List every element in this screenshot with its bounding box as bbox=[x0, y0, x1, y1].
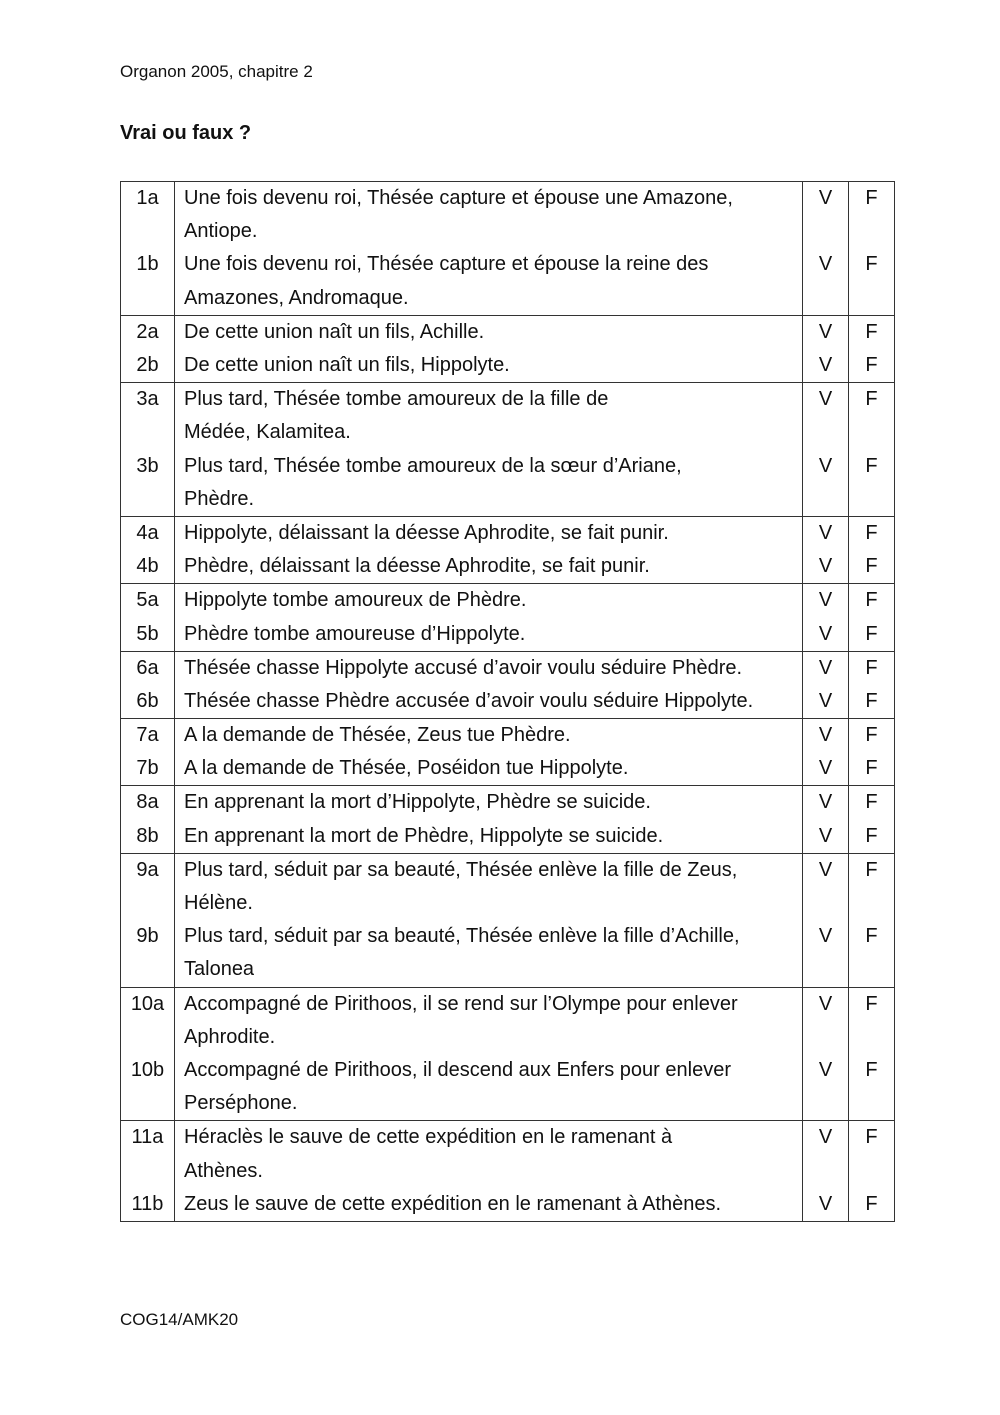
true-option[interactable]: V bbox=[818, 521, 833, 544]
question-number: 6a bbox=[136, 656, 159, 679]
question-number-cell bbox=[121, 584, 175, 651]
question-group-row bbox=[121, 383, 895, 517]
question-group-row bbox=[121, 516, 895, 583]
statement-line: Phèdre. bbox=[184, 487, 255, 510]
statement bbox=[184, 719, 802, 752]
statement bbox=[184, 685, 802, 718]
statement bbox=[184, 1188, 802, 1221]
statement bbox=[184, 383, 802, 449]
page-header: Organon 2005, chapitre 2 bbox=[120, 62, 313, 81]
question-number: 5a bbox=[136, 589, 159, 612]
question-group-row bbox=[121, 651, 895, 718]
true-option[interactable]: V bbox=[818, 353, 833, 376]
false-option[interactable]: F bbox=[865, 253, 878, 276]
true-option[interactable]: V bbox=[818, 656, 833, 679]
question-group-row bbox=[121, 315, 895, 382]
true-option-cell bbox=[803, 584, 849, 651]
question-group-row bbox=[121, 584, 895, 651]
statement bbox=[184, 752, 802, 785]
statement-line: Accompagné de Pirithoos, il descend aux Enfers pour enlever bbox=[184, 1058, 731, 1081]
false-option-cell bbox=[849, 383, 895, 517]
question-group-row bbox=[121, 786, 895, 853]
false-option[interactable]: F bbox=[865, 521, 878, 544]
false-option[interactable]: F bbox=[865, 757, 878, 780]
true-option-cell bbox=[803, 651, 849, 718]
true-option[interactable]: V bbox=[818, 925, 833, 948]
question-number: 10b bbox=[130, 1058, 165, 1081]
statement bbox=[184, 988, 802, 1054]
false-option-cell bbox=[849, 786, 895, 853]
question-number: 8a bbox=[136, 791, 159, 814]
question-number: 11b bbox=[131, 1192, 164, 1215]
statement-line: Thésée chasse Phèdre accusée d’avoir voulu séduire Hippolyte. bbox=[184, 689, 754, 712]
true-option[interactable]: V bbox=[818, 388, 833, 411]
question-group-row bbox=[121, 719, 895, 786]
question-number: 10a bbox=[130, 992, 165, 1015]
false-option[interactable]: F bbox=[865, 187, 878, 209]
true-option[interactable]: V bbox=[818, 589, 833, 612]
true-option-cell bbox=[803, 719, 849, 786]
statement-line: Perséphone. bbox=[184, 1092, 298, 1115]
statement bbox=[184, 786, 802, 819]
statement bbox=[184, 248, 802, 314]
page-title: Vrai ou faux ? bbox=[120, 122, 252, 144]
statement bbox=[184, 584, 802, 617]
true-option-cell bbox=[803, 1121, 849, 1222]
question-number: 11a bbox=[131, 1126, 164, 1149]
true-false-table bbox=[120, 181, 895, 1222]
true-option[interactable]: V bbox=[818, 320, 833, 343]
false-option[interactable]: F bbox=[865, 353, 878, 376]
true-option-cell bbox=[803, 182, 849, 316]
true-option[interactable]: V bbox=[818, 622, 833, 645]
question-number: 1b bbox=[136, 253, 159, 276]
false-option[interactable]: F bbox=[865, 555, 878, 578]
statement-line: Plus tard, séduit par sa beauté, Thésée enlève la fille d’Achille, bbox=[184, 925, 740, 948]
true-option[interactable]: V bbox=[818, 1126, 833, 1149]
statement-line: En apprenant la mort d’Hippolyte, Phèdre se suicide. bbox=[184, 791, 651, 814]
true-option[interactable]: V bbox=[818, 858, 833, 881]
statement-line: Hélène. bbox=[184, 892, 253, 915]
statement bbox=[184, 652, 802, 685]
false-option[interactable]: F bbox=[865, 622, 878, 645]
statement-cell bbox=[175, 584, 803, 651]
statement-line: Une fois devenu roi, Thésée capture et épouse une Amazone, bbox=[184, 187, 733, 209]
question-number-cell bbox=[121, 383, 175, 517]
statement bbox=[184, 1054, 802, 1120]
true-option-cell bbox=[803, 987, 849, 1121]
question-number: 3a bbox=[136, 388, 159, 411]
statement-line: A la demande de Thésée, Poséidon tue Hippolyte. bbox=[184, 757, 629, 780]
true-option-cell bbox=[803, 516, 849, 583]
question-number: 4a bbox=[136, 521, 159, 544]
true-option[interactable]: V bbox=[818, 1192, 833, 1215]
statement bbox=[184, 316, 802, 349]
statement-line: Zeus le sauve de cette expédition en le ramenant à Athènes. bbox=[184, 1192, 722, 1215]
statement-line: Thésée chasse Hippolyte accusé d’avoir voulu séduire Phèdre. bbox=[184, 656, 743, 679]
statement bbox=[184, 450, 802, 516]
false-option[interactable]: F bbox=[865, 925, 878, 948]
statement-line: En apprenant la mort de Phèdre, Hippolyte se suicide. bbox=[184, 824, 664, 847]
question-number-cell bbox=[121, 786, 175, 853]
false-option-cell bbox=[849, 182, 895, 316]
statement-line: Phèdre tombe amoureuse d’Hippolyte. bbox=[184, 622, 526, 645]
question-number-cell bbox=[121, 651, 175, 718]
false-option-cell bbox=[849, 516, 895, 583]
statement-line: Phèdre, délaissant la déesse Aphrodite, se fait punir. bbox=[184, 555, 650, 578]
false-option[interactable]: F bbox=[865, 656, 878, 679]
false-option[interactable]: F bbox=[865, 824, 878, 847]
false-option[interactable]: F bbox=[865, 724, 878, 747]
question-group-row bbox=[121, 182, 895, 316]
false-option[interactable]: F bbox=[865, 320, 878, 343]
false-option-cell bbox=[849, 1121, 895, 1222]
statement-line: Plus tard, Thésée tombe amoureux de la fille de bbox=[184, 388, 609, 411]
false-option[interactable]: F bbox=[865, 1126, 878, 1149]
statement-cell bbox=[175, 516, 803, 583]
false-option[interactable]: F bbox=[865, 992, 878, 1015]
statement-line: Athènes. bbox=[184, 1159, 263, 1182]
true-option-cell bbox=[803, 853, 849, 987]
statement bbox=[184, 854, 802, 920]
false-option[interactable]: F bbox=[865, 791, 878, 814]
question-number: 9a bbox=[136, 858, 159, 881]
table-body bbox=[121, 182, 895, 1222]
statement-line: A la demande de Thésée, Zeus tue Phèdre. bbox=[184, 724, 571, 747]
question-number: 4b bbox=[136, 555, 159, 578]
true-option-cell bbox=[803, 315, 849, 382]
statement-cell bbox=[175, 315, 803, 382]
question-number-cell bbox=[121, 853, 175, 987]
question-number: 2a bbox=[136, 320, 159, 343]
question-number: 7b bbox=[136, 757, 159, 780]
statement-cell bbox=[175, 383, 803, 517]
question-number: 3b bbox=[136, 454, 159, 477]
statement bbox=[184, 550, 802, 583]
statement bbox=[184, 920, 802, 986]
question-number-cell bbox=[121, 987, 175, 1121]
question-group-row bbox=[121, 1121, 895, 1222]
statement-line: Héraclès le sauve de cette expédition en le ramenant à bbox=[184, 1126, 673, 1149]
false-option[interactable]: F bbox=[865, 689, 878, 712]
question-number-cell bbox=[121, 719, 175, 786]
false-option[interactable]: F bbox=[865, 1192, 878, 1215]
true-option[interactable]: V bbox=[818, 454, 833, 477]
question-group-row bbox=[121, 853, 895, 987]
false-option-cell bbox=[849, 584, 895, 651]
false-option-cell bbox=[849, 719, 895, 786]
statement-line: De cette union naît un fils, Hippolyte. bbox=[184, 353, 510, 376]
statement-line: Amazones, Andromaque. bbox=[184, 286, 409, 309]
statement-cell bbox=[175, 987, 803, 1121]
statement-cell bbox=[175, 1121, 803, 1222]
statement-cell bbox=[175, 786, 803, 853]
false-option-cell bbox=[849, 651, 895, 718]
question-number: 6b bbox=[136, 689, 159, 712]
question-number-cell bbox=[121, 315, 175, 382]
statement bbox=[184, 517, 802, 550]
page-footer: COG14/AMK20 bbox=[120, 1310, 239, 1329]
statement-cell bbox=[175, 182, 803, 316]
true-option[interactable]: V bbox=[818, 757, 833, 780]
false-option[interactable]: F bbox=[865, 454, 878, 477]
false-option[interactable]: F bbox=[865, 388, 878, 411]
question-number: 5b bbox=[136, 622, 159, 645]
false-option[interactable]: F bbox=[865, 589, 878, 612]
question-number: 8b bbox=[136, 824, 159, 847]
question-number: 7a bbox=[136, 724, 159, 747]
statement-line: Médée, Kalamitea. bbox=[184, 421, 351, 444]
false-option-cell bbox=[849, 987, 895, 1121]
statement-line: Antiope. bbox=[184, 220, 258, 243]
question-number-cell bbox=[121, 516, 175, 583]
statement-line: Accompagné de Pirithoos, il se rend sur l’Olympe pour enlever bbox=[184, 992, 738, 1015]
statement-line: Hippolyte, délaissant la déesse Aphrodite, se fait punir. bbox=[184, 521, 669, 544]
true-option-cell bbox=[803, 786, 849, 853]
true-option-cell bbox=[803, 383, 849, 517]
false-option-cell bbox=[849, 853, 895, 987]
question-group-row bbox=[121, 987, 895, 1121]
true-option[interactable]: V bbox=[818, 724, 833, 747]
question-number-cell bbox=[121, 182, 175, 316]
question-number: 2b bbox=[136, 353, 159, 376]
true-option[interactable]: V bbox=[818, 689, 833, 712]
false-option[interactable]: F bbox=[865, 858, 878, 881]
question-number-cell bbox=[121, 1121, 175, 1222]
true-option[interactable]: V bbox=[818, 555, 833, 578]
statement bbox=[184, 820, 802, 853]
true-option[interactable]: V bbox=[818, 1058, 833, 1081]
true-option[interactable]: V bbox=[818, 992, 833, 1015]
true-option[interactable]: V bbox=[818, 824, 833, 847]
true-option[interactable]: V bbox=[818, 253, 833, 276]
statement bbox=[184, 1121, 802, 1187]
question-number: 9b bbox=[136, 925, 159, 948]
statement-line: De cette union naît un fils, Achille. bbox=[184, 320, 485, 343]
statement-line: Une fois devenu roi, Thésée capture et épouse la reine des bbox=[184, 253, 709, 276]
statement-line: Talonea bbox=[184, 958, 255, 981]
statement bbox=[184, 618, 802, 651]
false-option-cell bbox=[849, 315, 895, 382]
statement-cell bbox=[175, 719, 803, 786]
statement bbox=[184, 182, 802, 248]
statement-line: Hippolyte tombe amoureux de Phèdre. bbox=[184, 589, 527, 612]
statement-line: Plus tard, séduit par sa beauté, Thésée enlève la fille de Zeus, bbox=[184, 858, 738, 881]
true-option[interactable]: V bbox=[818, 187, 833, 209]
question-number: 1a bbox=[136, 187, 159, 209]
statement bbox=[184, 349, 802, 382]
statement-line: Aphrodite. bbox=[184, 1025, 276, 1048]
statement-cell bbox=[175, 853, 803, 987]
statement-cell bbox=[175, 651, 803, 718]
statement-line: Plus tard, Thésée tombe amoureux de la sœur d’Ariane, bbox=[184, 454, 682, 477]
true-option[interactable]: V bbox=[818, 791, 833, 814]
false-option[interactable]: F bbox=[865, 1058, 878, 1081]
